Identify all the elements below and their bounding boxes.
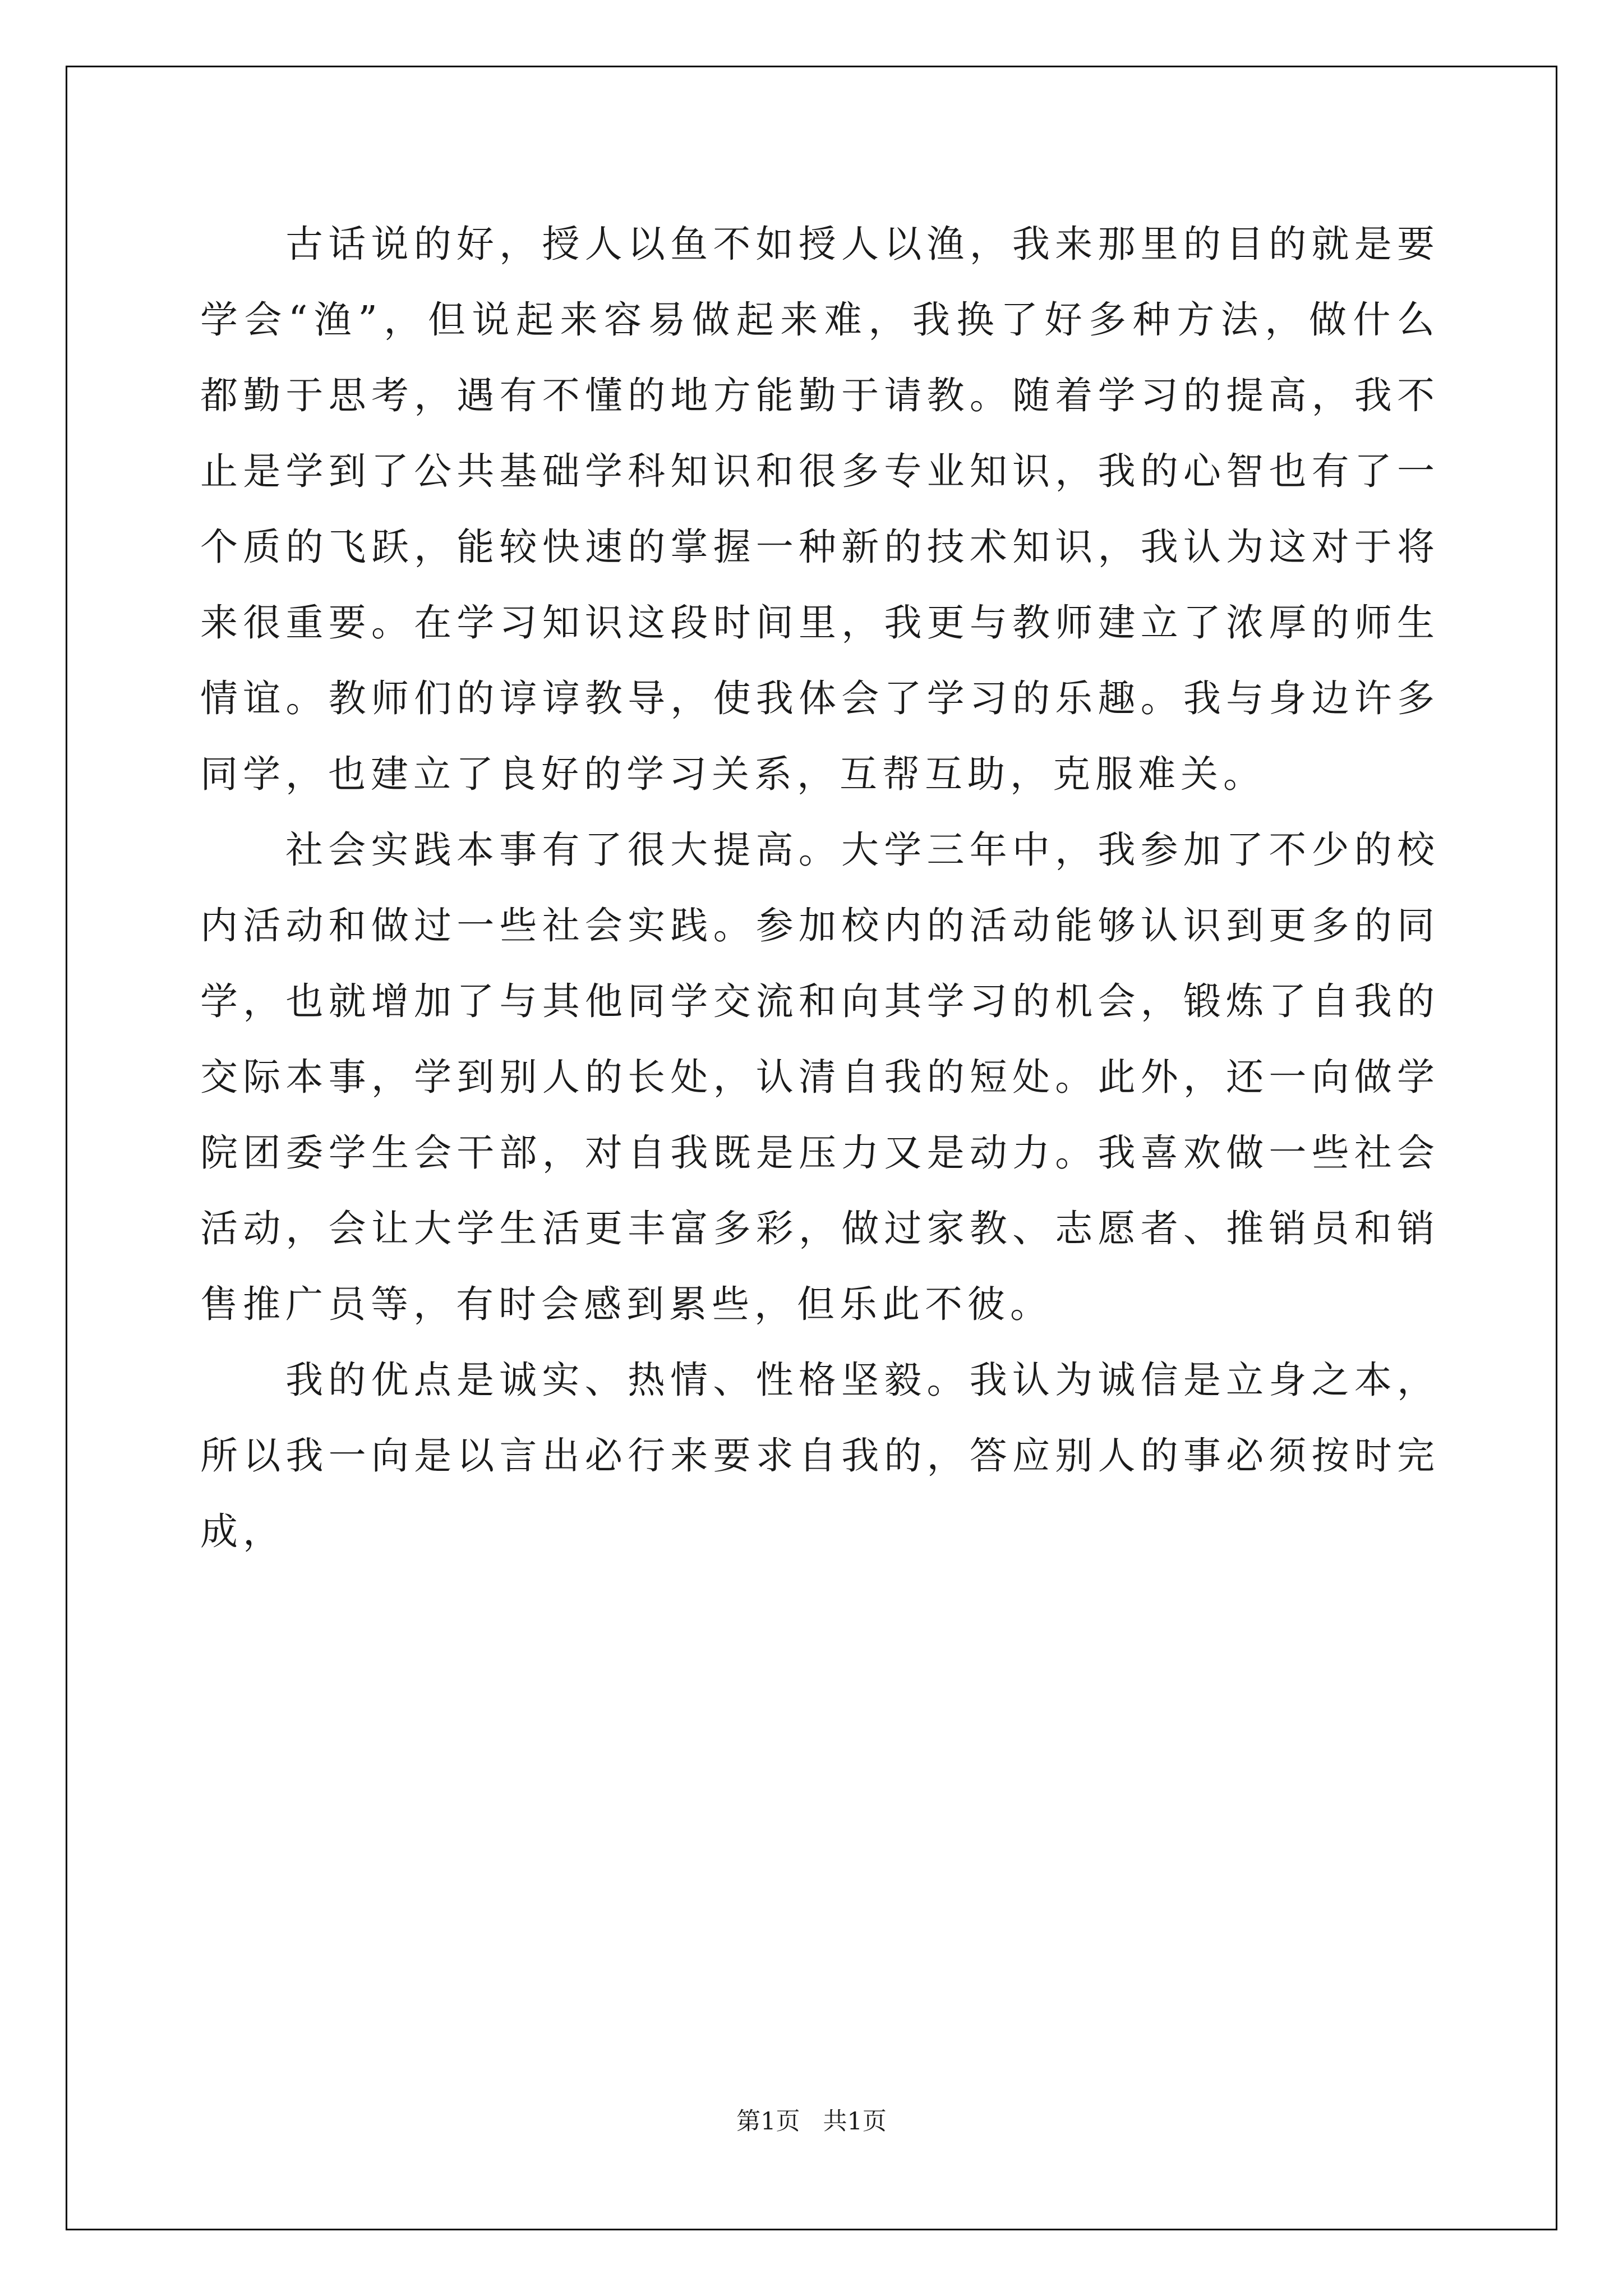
paragraph-3: 我的优点是诚实、热情、性格坚毅。我认为诚信是立身之本，所以我一向是以言出必行来要求自我的，答应别人的事必须按时完成， bbox=[200, 1358, 1440, 1553]
paragraph-1: 古话说的好，授人以鱼不如授人以渔，我来那里的目的就是要学会“渔”，但说起来容易做起来难，我换了好多种方法，做什么都勤于思考，遇有不懂的地方能勤于请教。随着学习的提高，我不止是学到了公共基础学科知识和很多专业知识，我的心智也有了一个质的飞跃，能较快速的掌握一种新的技术知识，我认为这对于将来很重要。在学习知识这段时间里，我更与教师建立了浓厚的师生情谊。教师们的谆谆教导，使我体会了学习的乐趣。我与身边许多同学，也建立了良好的学习关系，互帮互助，克服难关。 bbox=[200, 222, 1440, 796]
page-footer: 第1页 共1页 bbox=[736, 2108, 887, 2136]
paragraph-2: 社会实践本事有了很大提高。大学三年中，我参加了不少的校内活动和做过一些社会实践。参加校内的活动能够认识到更多的同学，也就增加了与其他同学交流和向其学习的机会，锻炼了自我的交际本事，学到别人的长处，认清自我的短处。此外，还一向做学院团委学生会干部，对自我既是压力又是动力。我喜欢做一些社会活动，会让大学生活更丰富多彩，做过家教、志愿者、推销员和销售推广员等，有时会感到累些，但乐此不彼。 bbox=[200, 828, 1440, 1326]
document-body bbox=[200, 206, 1440, 1570]
